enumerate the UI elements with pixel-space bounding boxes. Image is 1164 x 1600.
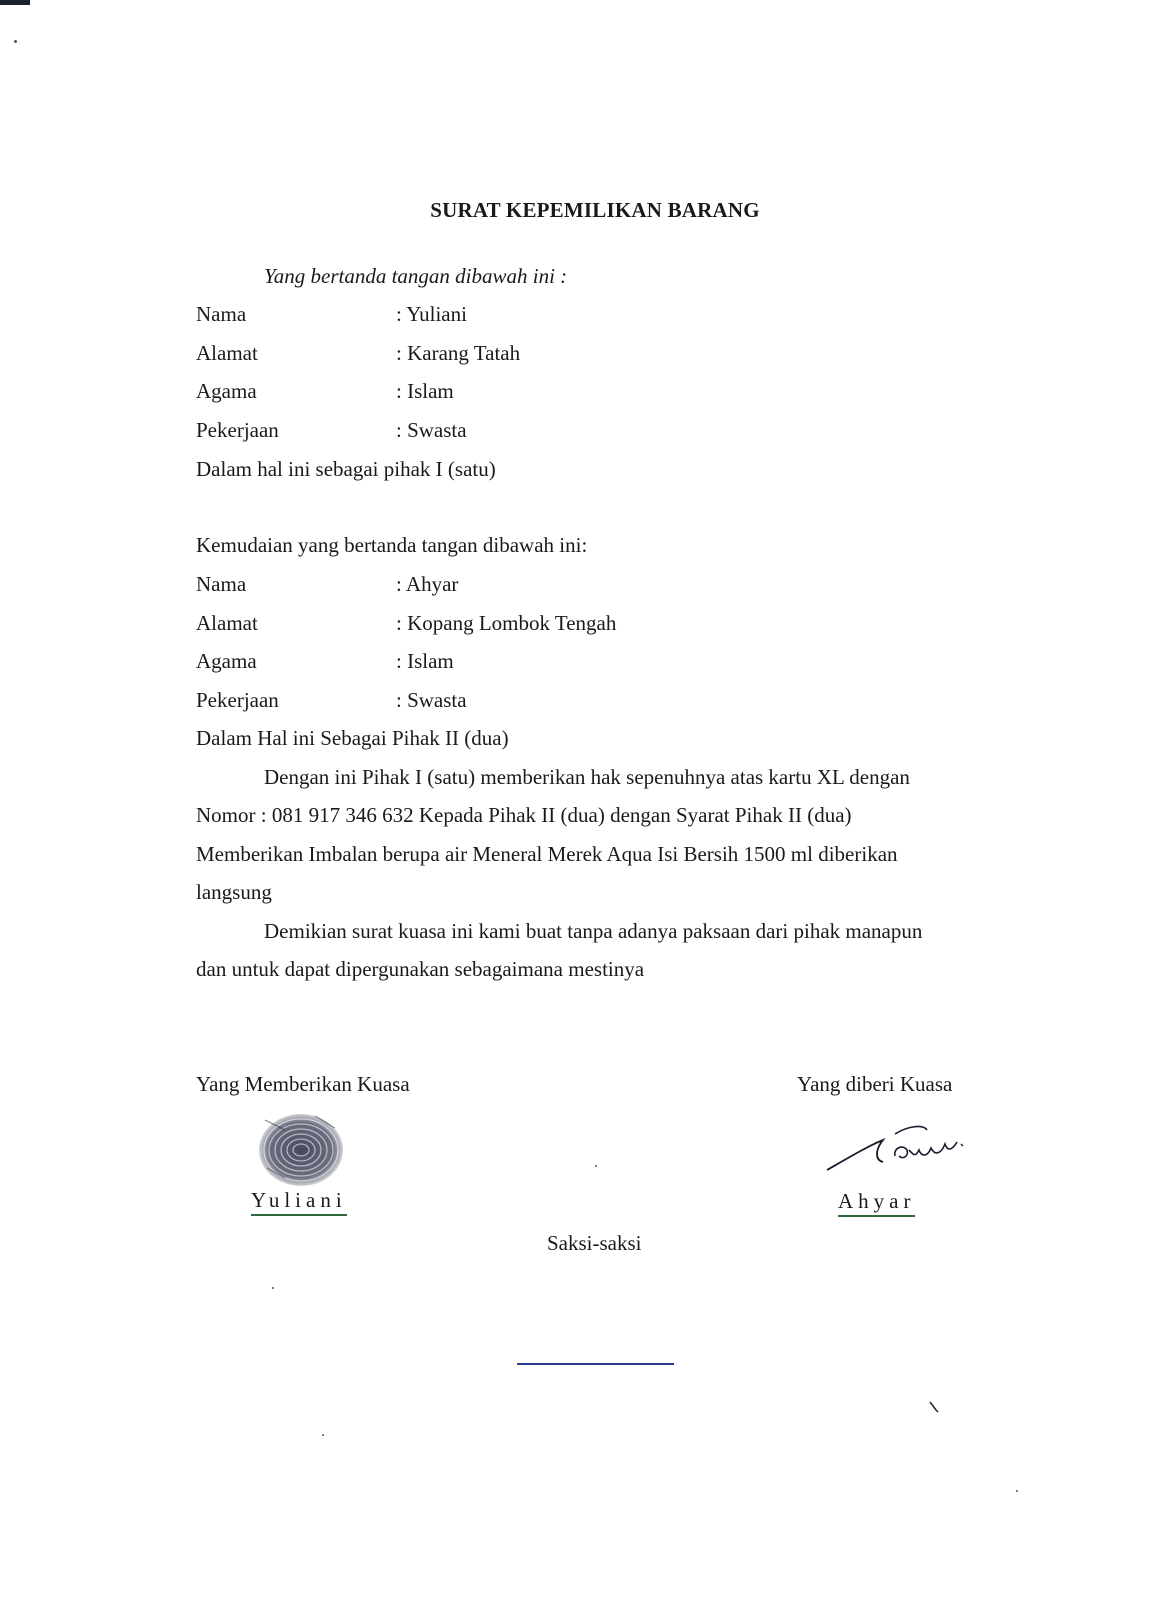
party-one-occupation-value: : Swasta [396, 418, 467, 442]
party-one-address-value: : Karang Tatah [396, 341, 521, 365]
scan-speck [595, 1165, 597, 1167]
party-two-name-label: Nama [196, 572, 247, 596]
party-one-religion-value: : Islam [396, 379, 454, 403]
party-two-name-value: : Ahyar [396, 572, 459, 596]
party-one-religion-label: Agama [196, 379, 257, 403]
giver-label: Yang Memberikan Kuasa [196, 1072, 410, 1096]
party-two-role: Dalam Hal ini Sebagai Pihak II (dua) [196, 726, 509, 750]
body-paragraph-line: Dengan ini Pihak I (satu) memberikan hak sepenuhnya atas kartu XL dengan [264, 765, 910, 789]
giver-name: Yuliani [251, 1188, 347, 1216]
body-paragraph-line: Memberikan Imbalan berupa air Meneral Merek Aqua Isi Bersih 1500 ml diberikan [196, 842, 898, 866]
party-two-religion-value: : Islam [396, 649, 454, 673]
party-two-address-value: : Kopang Lombok Tengah [396, 611, 617, 635]
party-one-address-label: Alamat [196, 341, 258, 365]
document-title: SURAT KEPEMILIKAN BARANG [430, 198, 760, 222]
witness-signature-line [517, 1363, 674, 1365]
party-two-intro: Kemudaian yang bertanda tangan dibawah ini: [196, 533, 588, 557]
party-one-occupation-label: Pekerjaan [196, 418, 279, 442]
closing-paragraph-line: Demikian surat kuasa ini kami buat tanpa adanya paksaan dari pihak manapun [264, 919, 923, 943]
body-paragraph-line: langsung [196, 880, 272, 904]
witness-label: Saksi-saksi [547, 1231, 642, 1255]
closing-paragraph-line: dan untuk dapat dipergunakan sebagaimana mestinya [196, 957, 645, 981]
party-one-name-label: Nama [196, 302, 247, 326]
party-two-religion-label: Agama [196, 649, 257, 673]
scan-speck [322, 1434, 324, 1436]
party-one-intro: Yang bertanda tangan dibawah ini : [264, 264, 568, 288]
party-two-occupation-label: Pekerjaan [196, 688, 279, 712]
receiver-label: Yang diberi Kuasa [797, 1072, 953, 1096]
party-one-name-value: : Yuliani [396, 302, 467, 326]
scan-speck [1016, 1490, 1018, 1492]
party-two-address-label: Alamat [196, 611, 258, 635]
receiver-name: Ahyar [838, 1189, 915, 1217]
scan-corner-mark [0, 0, 30, 5]
scan-speck [14, 40, 17, 43]
stray-mark-icon [928, 1400, 940, 1414]
body-paragraph-line: Nomor : 081 917 346 632 Kepada Pihak II (dua) dengan Syarat Pihak II (dua) [196, 803, 852, 827]
scan-speck [272, 1287, 274, 1289]
party-two-occupation-value: : Swasta [396, 688, 467, 712]
thumbprint-icon [255, 1108, 350, 1190]
signature-icon [823, 1120, 983, 1180]
party-one-role: Dalam hal ini sebagai pihak I (satu) [196, 457, 496, 481]
